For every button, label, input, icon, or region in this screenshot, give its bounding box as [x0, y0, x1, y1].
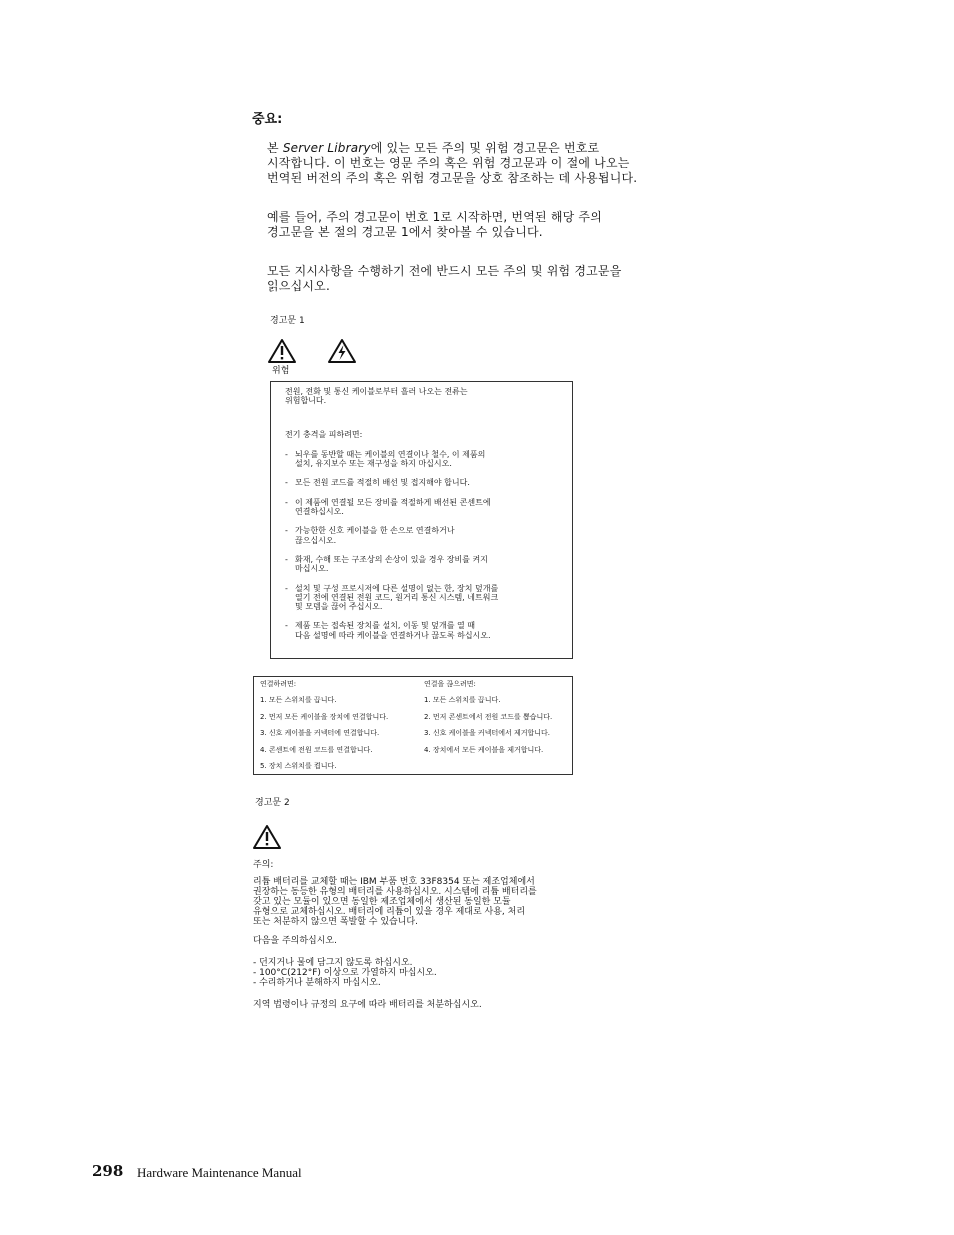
connect-step: 4. 콘센트에 전원 코드를 연결합니다. — [260, 745, 373, 754]
list-item-line: - 가능한한 신호 케이블을 한 손으로 연결하거나 — [295, 526, 455, 536]
disconnect-title: 연결을 끊으려면: — [424, 680, 476, 688]
connect-step: 1. 모든 스위치를 끕니다. — [260, 696, 337, 704]
intro-p3-line-1: 모든 지시사항을 수행하기 전에 반드시 모든 주의 및 위험 경고문을 — [267, 264, 622, 278]
intro-p2-line-1: 예를 들어, 주의 경고문이 번호 1로 시작하면, 번역된 해당 주의 — [267, 210, 603, 224]
battery-line: 또는 처분하지 않으면 폭발할 수 있습니다. — [253, 917, 418, 927]
connect-step: 3. 신호 케이블을 커넥터에 연결합니다. — [260, 729, 380, 737]
avoid-shock-title: 전기 충격을 피하려면: — [285, 429, 363, 439]
danger-lead-line-2: 위험합니다. — [285, 396, 327, 406]
battery-dash-list — [253, 958, 437, 988]
caution-label: 주의: — [253, 860, 274, 870]
list-item-line: - 제품 또는 접속된 장치를 설치, 이동 및 덮개를 열 때 — [295, 621, 475, 631]
disconnect-step: 3. 신호 케이블을 커넥터에서 제거합니다. — [424, 729, 550, 737]
disconnect-step: 2. 먼저 콘센트에서 전원 코드를 뽑습니다. — [424, 712, 553, 721]
intro-paragraph-2 — [267, 210, 707, 240]
warning-triangle-icon — [252, 824, 282, 854]
danger-statement-box — [270, 381, 573, 659]
list-item — [285, 584, 558, 612]
battery-line: 유형으로 교체하십시오. 배터리에 리튬이 있을 경우 제대로 사용, 처리 — [253, 907, 526, 917]
battery-line: 리튬 배터리를 교체할 때는 IBM 부품 번호 33F8354 또는 제조업체에서 — [253, 877, 535, 887]
safety-list — [285, 450, 558, 640]
dash-item: - 던지거나 물에 담그지 않도록 하십시오. — [253, 958, 413, 968]
list-item-line: - 모든 전원 코드를 적절히 배선 및 접지해야 합니다. — [295, 478, 470, 488]
list-item-line: 열기 전에 연결된 전원 코드, 원거리 통신 시스템, 네트워크 — [295, 592, 499, 602]
battery-line: 권장하는 동등한 유형의 배터리를 사용하십시오. 시스템에 리튬 배터리를 — [253, 887, 537, 897]
note-title: 다음을 주의하십시오. — [253, 936, 337, 946]
dash-item: - 수리하거나 분해하지 마십시오. — [253, 978, 381, 988]
dash-item: - 100°C(212°F) 이상으로 가열하지 마십시오. — [253, 968, 437, 978]
intro-paragraph-1 — [267, 141, 707, 186]
list-item-line: 설치, 유지보수 또는 재구성을 하지 마십시오. — [295, 459, 452, 469]
intro-p1-line-1 — [267, 141, 707, 156]
list-item-line: 끊으십시오. — [295, 535, 337, 545]
list-item — [285, 621, 558, 640]
danger-label: 위험 — [272, 366, 290, 376]
connect-title: 연결하려면: — [260, 680, 297, 688]
list-item — [285, 478, 558, 487]
manual-title: Hardware Maintenance Manual — [137, 1165, 302, 1180]
list-item-line: - 설치 및 구성 프로시저에 다른 설명이 없는 한, 장치 덮개를 — [295, 583, 499, 593]
statement-2-label: 경고문 2 — [255, 798, 290, 808]
intro-paragraph-3 — [267, 264, 707, 294]
list-item-line: 마십시오. — [295, 564, 329, 574]
connect-step: 2. 먼저 모든 케이블을 장치에 연결합니다. — [260, 712, 389, 721]
connect-column — [260, 680, 388, 779]
connect-step: 5. 장치 스위치를 켭니다. — [260, 762, 337, 770]
text-run: 본 — [267, 141, 283, 155]
danger-lead-line-1: 전원, 전화 및 통신 케이블로부터 흘러 나오는 전류는 — [285, 387, 468, 396]
battery-line: 갖고 있는 모듈이 있으면 동일한 제조업체에서 생산된 동일한 모듈 — [253, 897, 511, 907]
list-item — [285, 526, 558, 545]
list-item-line: 연결하십시오. — [295, 507, 344, 517]
connect-disconnect-table — [253, 676, 573, 775]
list-item — [285, 450, 558, 469]
disconnect-step: 4. 장치에서 모든 케이블을 제거합니다. — [424, 745, 544, 754]
statement-1-label: 경고문 1 — [270, 316, 305, 326]
disconnect-column — [424, 680, 552, 762]
page-number: 298 — [92, 1162, 124, 1180]
server-library-italic: Server Library — [282, 141, 371, 155]
intro-p1-line-2: 시작합니다. 이 번호는 영문 주의 혹은 위험 경고문과 이 절에 나오는 — [267, 156, 630, 170]
intro-p2-line-2: 경고문을 본 절의 경고문 1에서 찾아볼 수 있습니다. — [267, 225, 543, 239]
battery-paragraph — [253, 877, 537, 927]
list-item-line: 및 모뎀을 끊어 주십시오. — [295, 602, 383, 612]
intro-p1-line-3: 번역된 버전의 주의 혹은 위험 경고문을 상호 참조하는 데 사용됩니다. — [267, 171, 638, 185]
page-heading: 중요: — [252, 112, 283, 127]
intro-p3-line-2: 읽으십시오. — [267, 279, 330, 293]
electrical-hazard-icon — [327, 338, 357, 368]
text-run: 에 있는 모든 주의 및 위험 경고문은 번호로 — [370, 141, 600, 155]
list-item-line: - 이 제품에 연결될 모든 장비를 적절하게 배선된 콘센트에 — [295, 497, 491, 507]
list-item-line: 다음 설명에 따라 케이블을 연결하거나 끊도록 하십시오. — [295, 630, 491, 640]
list-item-line: - 화재, 수해 또는 구조상의 손상이 있을 경우 장비를 켜지 — [295, 554, 488, 564]
disposal-note: 지역 법령이나 규정의 요구에 따라 배터리를 처분하십시오. — [253, 1000, 482, 1010]
list-item — [285, 498, 558, 517]
list-item-line: - 뇌우를 동반할 때는 케이블의 연결이나 철수, 이 제품의 — [295, 449, 486, 459]
list-item — [285, 555, 558, 574]
disconnect-step: 1. 모든 스위치를 끕니다. — [424, 696, 501, 704]
